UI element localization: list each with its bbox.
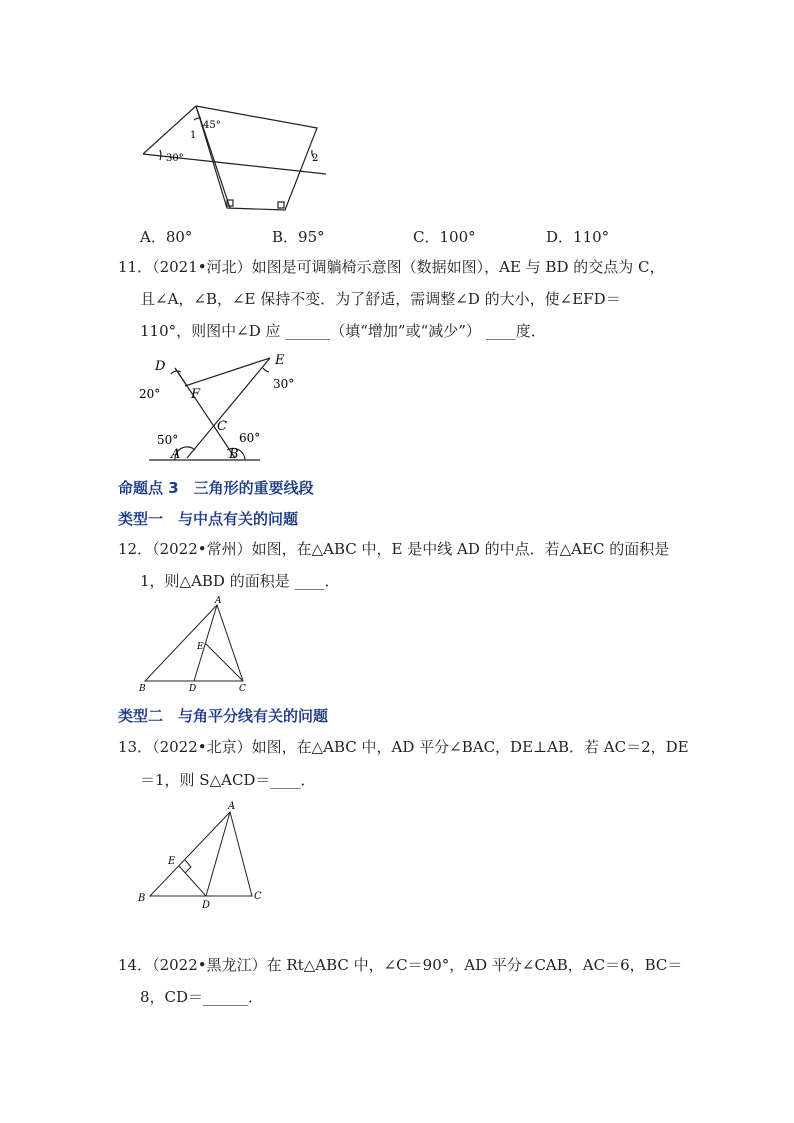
q11-label-F: F	[191, 387, 201, 402]
q11-label-20: 20°	[139, 387, 161, 401]
q10-label-30: 30°	[166, 153, 184, 164]
q12-label-D: D	[189, 684, 197, 694]
q13-triangle	[150, 812, 252, 896]
q10-label-2: 2	[312, 153, 319, 164]
q10-label-1: 1	[190, 130, 197, 141]
q11-label-30: 30°	[273, 377, 295, 391]
q10-option-b: B．95°	[272, 228, 325, 246]
q10-line-b	[143, 106, 196, 154]
q11-label-60: 60°	[239, 431, 261, 445]
section-3-heading: 命题点 3 三角形的重要线段	[118, 479, 314, 497]
q11-line2: 且∠A，∠B，∠E 保持不变．为了舒适，需调整∠D 的大小，使∠EFD＝	[140, 290, 621, 308]
type-1-heading: 类型一 与中点有关的问题	[118, 510, 299, 528]
q12-label-A: A	[215, 596, 222, 606]
q11-line-EF	[185, 358, 270, 386]
q12-segment-EC	[205, 643, 243, 681]
q13-label-E: E	[168, 856, 176, 867]
q11-label-D: D	[155, 359, 166, 374]
q10-option-c: C．100°	[413, 228, 476, 246]
q13-line1: 13．（2022•北京）如图，在△ABC 中，AD 平分∠BAC，DE⊥AB．若 AC＝2，DE	[118, 738, 689, 756]
q11-label-C: C	[217, 419, 227, 434]
q11-figure	[135, 350, 310, 465]
q13-line2: ＝1，则 S△ACD＝____．	[140, 771, 316, 789]
q13-right-angle-mark	[185, 860, 191, 873]
q10-right-angle-2	[278, 202, 284, 208]
type-2-heading: 类型二 与角平分线有关的问题	[118, 707, 329, 725]
q12-label-E: E	[197, 642, 204, 652]
q13-perpendicular-DE	[179, 866, 206, 896]
q12-label-C: C	[239, 684, 246, 694]
q12-label-B: B	[139, 684, 146, 694]
q14-line2: 8，CD＝______．	[140, 988, 264, 1006]
q11-label-E: E	[275, 353, 285, 368]
q11-line3: 110°，则图中∠D 应 ______（填“增加”或“减少”） ____度．	[140, 322, 546, 340]
q13-label-D: D	[202, 900, 211, 911]
q10-figure	[130, 98, 340, 218]
q10-option-d: D．110°	[546, 228, 610, 246]
q12-triangle	[145, 605, 243, 681]
q12-figure	[135, 595, 255, 695]
q11-label-B: B	[229, 447, 239, 462]
q11-label-50: 50°	[157, 433, 179, 447]
q13-label-A: A	[228, 801, 236, 812]
q11-label-A: A	[171, 447, 181, 462]
q11-line1: 11．（2021•河北）如图是可调躺椅示意图（数据如图），AE 与 BD 的交点为 C，	[118, 258, 665, 276]
q10-option-a: A．80°	[140, 228, 193, 246]
q14-line1: 14．（2022•黑龙江）在 Rt△ABC 中，∠C＝90°，AD 平分∠CAB，AC＝6，BC＝	[118, 956, 683, 974]
q12-line2: 1，则△ABD 的面积是 ____．	[140, 572, 340, 590]
q12-line1: 12．（2022•常州）如图，在△ABC 中，E 是中线 AD 的中点．若△AEC 的面积是	[118, 540, 670, 558]
q10-label-45: 45°	[203, 120, 221, 131]
q13-label-C: C	[254, 891, 262, 902]
q13-label-B: B	[138, 893, 146, 904]
q13-figure	[132, 800, 272, 915]
